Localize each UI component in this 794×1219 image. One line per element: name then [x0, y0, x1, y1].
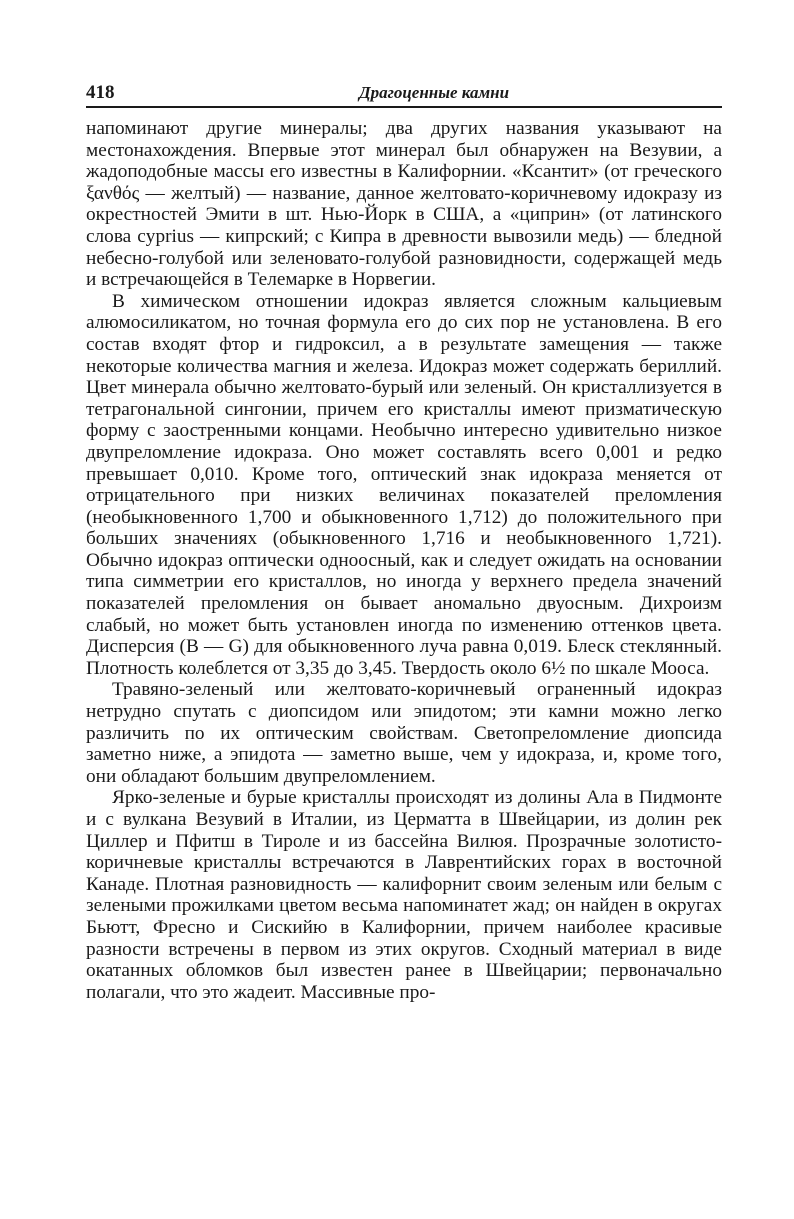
running-title: Драгоценные камни: [358, 83, 510, 102]
page-number: 418: [86, 82, 115, 103]
paragraph: Травяно-зеленый или желтовато-коричневый ограненный идокраз нетрудно спутать с диопсидом или эпидотом; эти камни можно легко различить по их оптическим свойствам. Светопреломление диопсида заметно ниже, а эпидота — заметно выше, чем у идокраза, и, кроме того, они обладают большим двупреломлением.: [86, 679, 722, 787]
book-page: [86, 80, 722, 1003]
paragraph: напоминают другие минералы; два других названия указывают на местонахождения. Впервые этот минерал был обнаружен на Везувии, а жадоподобные массы его известны в Калифорнии. «Ксантит» (от греческого ξανθός — желтый) — название, данное желтовато-коричневому идокразу из окрестностей Эмити в шт. Нью-Йорк в США, а «циприн» (от латинского слова cyprius — кипрский; с Кипра в древности вывозили медь) — бледной небесно-голубой или зеленовато-голубой разновидности, содержащей медь и встречающейся в Телемарке в Норвегии.: [86, 118, 722, 291]
paragraph: Ярко-зеленые и бурые кристаллы происходят из долины Ала в Пидмонте и с вулкана Везувий в Италии, из Церматта в Швейцарии, из долин рек Циллер и Пфитш в Тироле и из бассейна Вилюя. Прозрачные золотисто-коричневые кристаллы встречаются в Лаврентийских горах в восточной Канаде. Плотная разновидность — калифорнит своим зеленым или белым с зелеными прожилками цветом весьма напоминатет жад; он найден в округах Бьютт, Фресно и Сискийю в Калифорнии, причем наиболее красивые разности встречены в первом из этих округов. Сходный материал в виде окатанных обломков был известен ранее в Швейцарии; первоначально полагали, что это жадеит. Массивные про-: [86, 787, 722, 1003]
paragraph: В химическом отношении идокраз является сложным кальциевым алюмосиликатом, но точная формула его до сих пор не установлена. В его состав входят фтор и гидроксил, а в результате замещения — также некоторые количества магния и железа. Идокраз может содержать бериллий. Цвет минерала обычно желтовато-бурый или зеленый. Он кристаллизуется в тетрагональной сингонии, причем его кристаллы имеют призматическую форму с заостренными концами. Необычно интересно удивительно низкое двупреломление идокраза. Оно может составлять всего 0,001 и редко превышает 0,010. Кроме того, оптический знак идокраза меняется от отрицательного при низких величинах показателей преломления (необыкновенного 1,700 и обыкновенного 1,712) до положительного при больших значениях (обыкновенного 1,716 и необыкновенного 1,721). Обычно идокраз оптически одноосный, как и следует ожидать на основании типа симметрии его кристаллов, но иногда у верхнего предела значений показателей преломления он бывает аномально двуосным. Дихроизм слабый, но может быть установлен иногда по изменению оттенков цвета. Дисперсия (B — G) для обыкновенного луча равна 0,019. Блеск стеклянный. Плотность колеблется от 3,35 до 3,45. Твердость около 6½ по шкале Мооса.: [86, 290, 722, 679]
page-header: [86, 80, 722, 108]
body-text: [86, 118, 722, 1003]
